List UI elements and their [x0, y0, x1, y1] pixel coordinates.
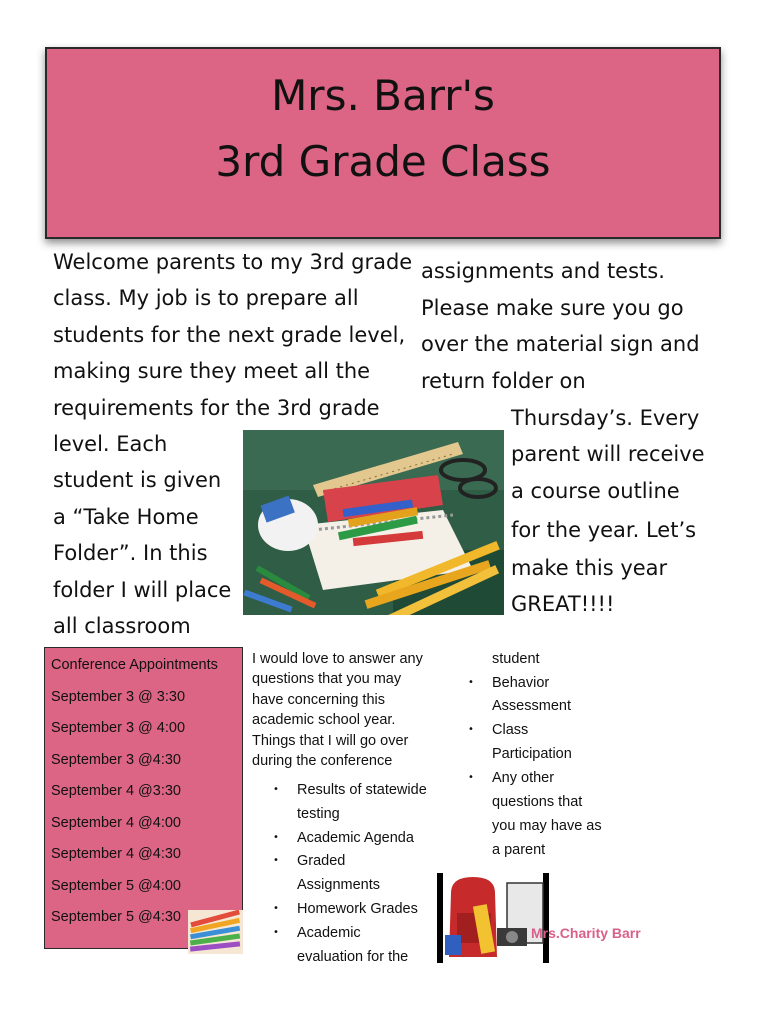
bullet-dot-icon: •	[468, 724, 474, 735]
right-col-line: Class	[492, 722, 529, 738]
bullet-dot-icon: •	[468, 677, 474, 688]
bullet-item: Academic Agenda	[297, 830, 414, 846]
bullet-item: testing	[297, 806, 340, 822]
appointment-item: September 4 @4:00	[51, 815, 181, 831]
right-col-line: student	[492, 651, 540, 667]
school-supplies-photo	[243, 430, 504, 615]
intro-right-line: assignments and tests.	[421, 259, 665, 283]
title-line-2: 3rd Grade Class	[215, 137, 551, 186]
intro-line: students for the next grade level,	[53, 323, 406, 347]
middle-paragraph-line: have concerning this	[252, 692, 385, 708]
conference-appointments-box	[44, 647, 243, 949]
intro-right-line: Thursday’s. Every	[511, 406, 700, 430]
colored-pencils-image	[188, 910, 243, 954]
intro-line: folder I will place	[53, 578, 232, 602]
intro-line: class. My job is to prepare all	[53, 286, 359, 310]
appointment-item: September 5 @4:30	[51, 909, 181, 925]
intro-right-line: Please make sure you go	[421, 296, 684, 320]
intro-line: student is given	[53, 468, 222, 492]
right-col-line: Any other	[492, 770, 555, 786]
conference-title: Conference Appointments	[51, 657, 218, 673]
right-col-line: Participation	[492, 746, 572, 762]
intro-line: Welcome parents to my 3rd grade	[53, 250, 413, 274]
bullet-item: Assignments	[297, 877, 381, 893]
intro-right-line: for the year. Let’s	[511, 518, 697, 542]
middle-paragraph-line: during the conference	[252, 753, 393, 769]
intro-right-line: over the material sign and	[421, 332, 700, 356]
intro-right-line: return folder on	[421, 369, 586, 393]
intro-right-line: parent will receive	[511, 442, 705, 466]
intro-line: requirements for the 3rd grade	[53, 396, 380, 420]
right-col-line: questions that	[492, 794, 583, 810]
bullet-dot-icon: •	[468, 772, 474, 783]
appointment-item: September 4 @3:30	[51, 783, 181, 799]
middle-paragraph-line: questions that you may	[252, 671, 402, 687]
appointment-item: September 5 @4:00	[51, 878, 181, 894]
bullet-item: Graded	[297, 853, 346, 869]
intro-right-line: GREAT!!!!	[511, 592, 615, 616]
bullet-item: Academic	[297, 925, 361, 941]
bullet-dot-icon: •	[273, 903, 279, 914]
signature: Mrs.Charity Barr	[531, 925, 641, 941]
bullet-dot-icon: •	[273, 832, 279, 843]
appointment-item: September 4 @4:30	[51, 846, 181, 862]
intro-line: Folder”. In this	[53, 541, 208, 565]
appointment-item: September 3 @4:30	[51, 752, 181, 768]
backpack-clipart	[437, 873, 553, 963]
intro-line: a “Take Home	[53, 505, 199, 529]
middle-paragraph-line: Things that I will go over	[252, 733, 409, 749]
intro-right-line: a course outline	[511, 479, 680, 503]
bullet-dot-icon: •	[273, 784, 279, 795]
bullet-dot-icon: •	[273, 855, 279, 866]
intro-right-line: make this year	[511, 556, 668, 580]
title-line-1: Mrs. Barr's	[271, 71, 495, 120]
bullet-dot-icon: •	[273, 927, 279, 938]
middle-paragraph-line: academic school year.	[252, 712, 396, 728]
right-col-line: a parent	[492, 842, 546, 858]
right-col-line: Behavior	[492, 675, 550, 691]
title-banner	[45, 47, 721, 239]
right-col-line: Assessment	[492, 698, 571, 714]
appointment-item: September 3 @ 4:00	[51, 720, 186, 736]
right-col-line: you may have as	[492, 818, 602, 834]
middle-paragraph-line: I would love to answer any	[252, 651, 423, 667]
appointment-item: September 3 @ 3:30	[51, 689, 186, 705]
intro-line: all classroom	[53, 614, 191, 638]
bullet-item: Results of statewide	[297, 782, 427, 798]
bullet-item: Homework Grades	[297, 901, 418, 917]
intro-line: making sure they meet all the	[53, 359, 371, 383]
intro-line: level. Each	[53, 432, 168, 456]
bullet-item: evaluation for the	[297, 949, 409, 965]
